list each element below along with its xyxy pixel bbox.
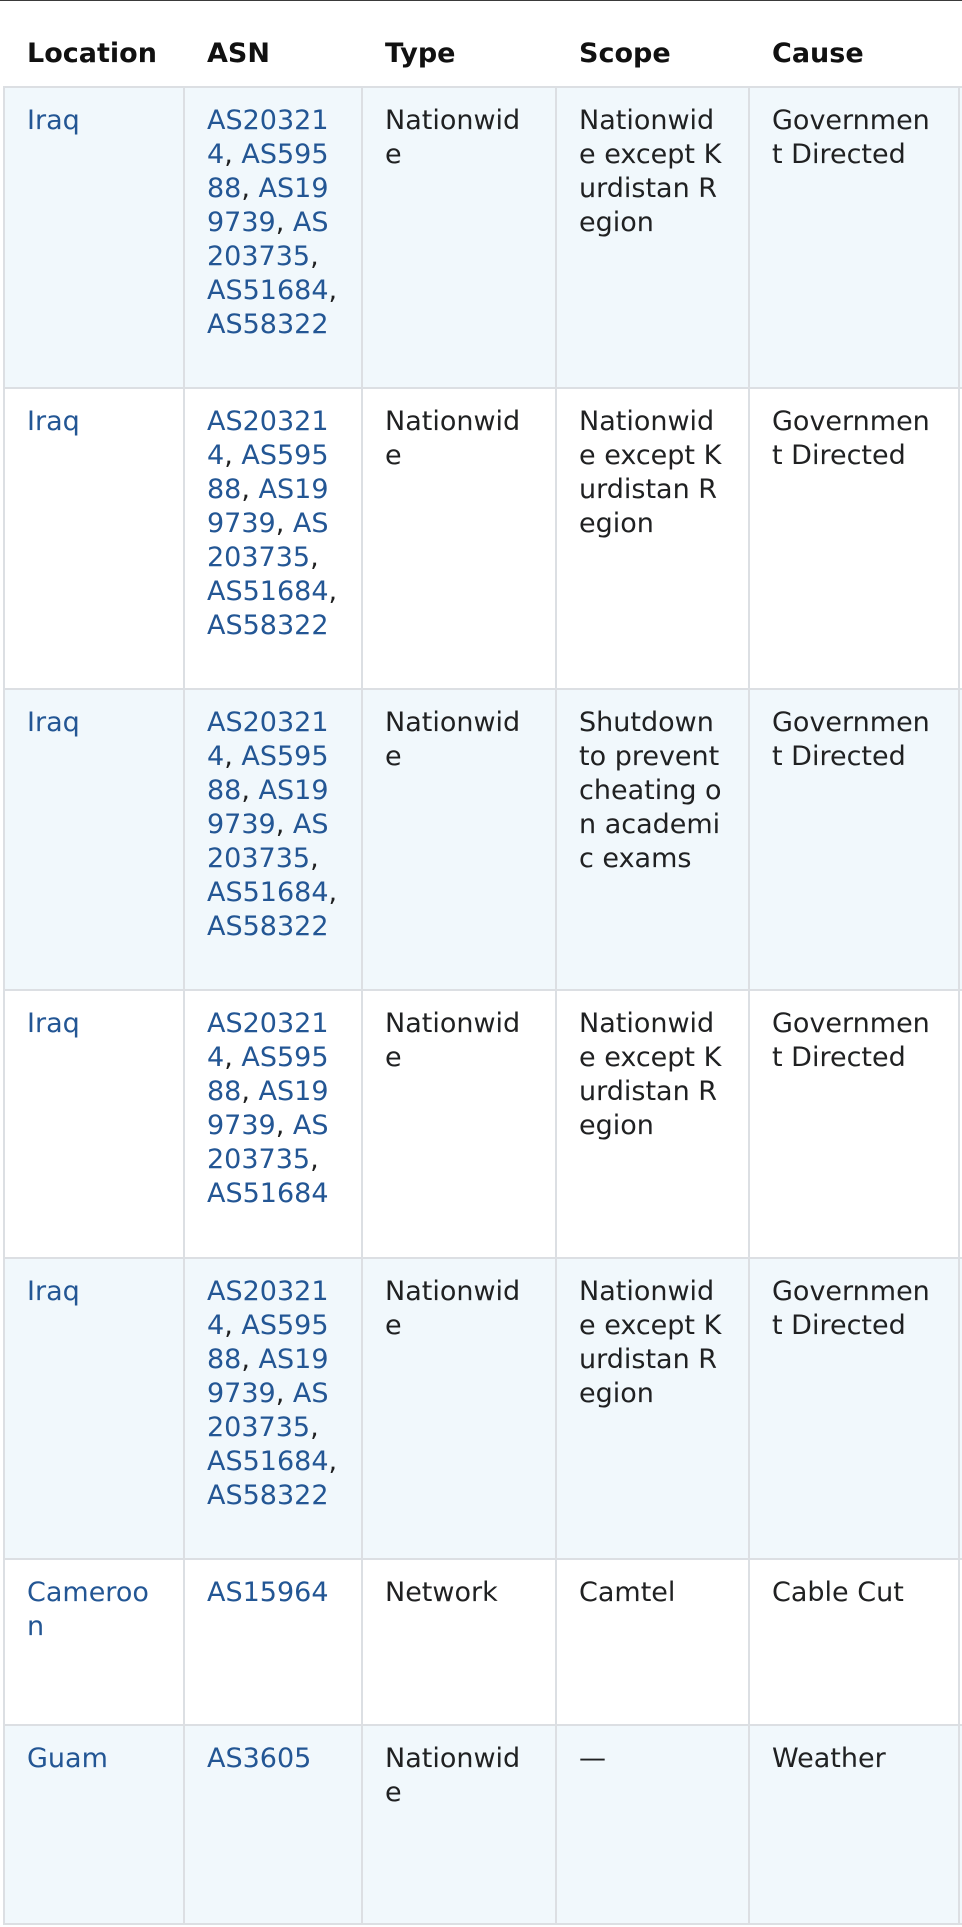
- asn-separator: ,: [328, 275, 338, 306]
- asn-separator: ,: [241, 173, 259, 204]
- cell-asn: [184, 689, 362, 990]
- cell-asn: [184, 388, 362, 689]
- asn-link[interactable]: AS203735: [207, 508, 329, 573]
- asn-separator: ,: [241, 775, 259, 806]
- cell-location: [4, 87, 184, 388]
- table-row: [4, 1258, 962, 1559]
- cell-location: [4, 1559, 184, 1725]
- table-body: [4, 87, 962, 1924]
- asn-separator: ,: [328, 576, 338, 607]
- asn-link[interactable]: AS203735: [207, 1110, 329, 1175]
- asn-separator: ,: [241, 474, 259, 505]
- asn-link[interactable]: AS15964: [207, 1577, 329, 1608]
- cell-location: [4, 990, 184, 1258]
- asn-link[interactable]: AS199739: [207, 1076, 329, 1141]
- asn-link[interactable]: AS203214: [207, 105, 329, 170]
- cell-location: [4, 1258, 184, 1559]
- cell-cause: Government Directed: [749, 990, 959, 1258]
- asn-link[interactable]: AS203735: [207, 1378, 329, 1443]
- asn-link[interactable]: AS51684: [207, 877, 329, 908]
- cell-asn: [184, 990, 362, 1258]
- location-link[interactable]: Iraq: [27, 707, 80, 738]
- asn-link[interactable]: AS59588: [207, 1042, 329, 1107]
- asn-separator: ,: [310, 843, 319, 874]
- asn-separator: ,: [275, 508, 293, 539]
- cell-cause: Government Directed: [749, 87, 959, 388]
- asn-separator: ,: [241, 1344, 259, 1375]
- asn-link[interactable]: AS51684: [207, 1178, 329, 1209]
- column-header-scope[interactable]: Scope: [556, 22, 749, 87]
- location-link[interactable]: Cameroon: [27, 1577, 149, 1642]
- asn-link[interactable]: AS3605: [207, 1743, 312, 1774]
- top-border-line: [0, 0, 962, 1]
- asn-link[interactable]: AS59588: [207, 440, 329, 505]
- cell-asn: [184, 1725, 362, 1924]
- cell-type: Nationwide: [362, 1258, 556, 1559]
- asn-separator: ,: [224, 440, 242, 471]
- cell-type: Nationwide: [362, 990, 556, 1258]
- outages-table: [3, 22, 962, 1925]
- cell-type: Nationwide: [362, 689, 556, 990]
- asn-link[interactable]: AS199739: [207, 775, 329, 840]
- asn-link[interactable]: AS59588: [207, 1310, 329, 1375]
- asn-link[interactable]: AS59588: [207, 139, 329, 204]
- asn-link[interactable]: AS203214: [207, 1008, 329, 1073]
- table-row: [4, 1725, 962, 1924]
- asn-link[interactable]: AS199739: [207, 474, 329, 539]
- cell-scope: Shutdown to prevent cheating on academic exams: [556, 689, 749, 990]
- location-link[interactable]: Iraq: [27, 1276, 80, 1307]
- asn-link[interactable]: AS58322: [207, 309, 329, 340]
- asn-separator: ,: [275, 809, 293, 840]
- asn-link[interactable]: AS199739: [207, 1344, 329, 1409]
- asn-separator: ,: [310, 542, 319, 573]
- column-header-type[interactable]: Type: [362, 22, 556, 87]
- table-row: [4, 990, 962, 1258]
- cell-scope: —: [556, 1725, 749, 1924]
- cell-scope: Nationwide except Kurdistan Region: [556, 990, 749, 1258]
- location-link[interactable]: Iraq: [27, 105, 80, 136]
- location-link[interactable]: Guam: [27, 1743, 108, 1774]
- cell-scope: Camtel: [556, 1559, 749, 1725]
- asn-link[interactable]: AS203214: [207, 707, 329, 772]
- cell-asn: [184, 87, 362, 388]
- cell-cause: Government Directed: [749, 689, 959, 990]
- cell-cause: Government Directed: [749, 1258, 959, 1559]
- cell-scope: Nationwide except Kurdistan Region: [556, 388, 749, 689]
- cell-cause: Government Directed: [749, 388, 959, 689]
- cell-cause: Weather: [749, 1725, 959, 1924]
- cell-location: [4, 1725, 184, 1924]
- asn-separator: ,: [224, 1042, 242, 1073]
- column-header-cause[interactable]: Cause: [749, 22, 959, 87]
- asn-separator: ,: [241, 1076, 259, 1107]
- asn-separator: ,: [328, 1446, 338, 1477]
- cell-asn: [184, 1559, 362, 1725]
- asn-separator: ,: [224, 741, 242, 772]
- asn-separator: ,: [275, 207, 293, 238]
- location-link[interactable]: Iraq: [27, 1008, 80, 1039]
- table-row: [4, 87, 962, 388]
- asn-link[interactable]: AS203735: [207, 809, 329, 874]
- asn-link[interactable]: AS58322: [207, 911, 329, 942]
- table-row: [4, 388, 962, 689]
- cell-asn: [184, 1258, 362, 1559]
- asn-separator: ,: [310, 1144, 319, 1175]
- cell-type: Nationwide: [362, 388, 556, 689]
- table-row: [4, 1559, 962, 1725]
- cell-scope: Nationwide except Kurdistan Region: [556, 1258, 749, 1559]
- asn-link[interactable]: AS51684: [207, 275, 329, 306]
- cell-location: [4, 689, 184, 990]
- cell-location: [4, 388, 184, 689]
- asn-separator: ,: [310, 1412, 319, 1443]
- asn-link[interactable]: AS199739: [207, 173, 329, 238]
- cell-type: Network: [362, 1559, 556, 1725]
- asn-separator: ,: [275, 1378, 293, 1409]
- asn-separator: ,: [310, 241, 319, 272]
- asn-separator: ,: [224, 139, 242, 170]
- asn-link[interactable]: AS59588: [207, 741, 329, 806]
- cell-scope: Nationwide except Kurdistan Region: [556, 87, 749, 388]
- asn-link[interactable]: AS51684: [207, 576, 329, 607]
- table-header: [4, 22, 962, 87]
- column-header-location[interactable]: Location: [4, 22, 184, 87]
- asn-link[interactable]: AS58322: [207, 1480, 329, 1511]
- cell-cause: Cable Cut: [749, 1559, 959, 1725]
- location-link[interactable]: Iraq: [27, 406, 80, 437]
- asn-link[interactable]: AS51684: [207, 1446, 329, 1477]
- header-row: [4, 22, 962, 87]
- asn-link[interactable]: AS203214: [207, 406, 329, 471]
- asn-link[interactable]: AS58322: [207, 610, 329, 641]
- asn-separator: ,: [328, 877, 338, 908]
- cell-type: Nationwide: [362, 1725, 556, 1924]
- table-row: [4, 689, 962, 990]
- asn-link[interactable]: AS203735: [207, 207, 329, 272]
- asn-separator: ,: [224, 1310, 242, 1341]
- asn-separator: ,: [275, 1110, 293, 1141]
- cell-type: Nationwide: [362, 87, 556, 388]
- column-header-asn[interactable]: ASN: [184, 22, 362, 87]
- asn-link[interactable]: AS203214: [207, 1276, 329, 1341]
